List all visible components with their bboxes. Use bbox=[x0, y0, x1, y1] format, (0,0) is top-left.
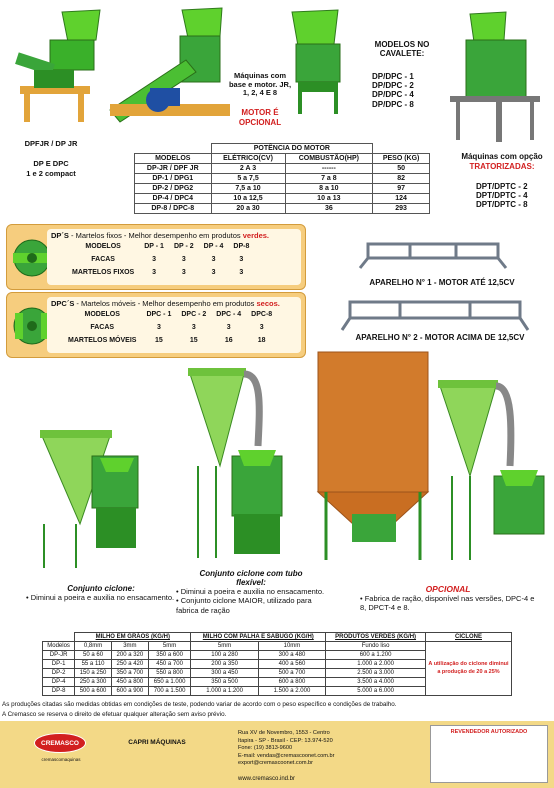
prod-cell: 1.500 a 2.000 bbox=[258, 687, 325, 696]
panel-fixed-title-em: verdes. bbox=[242, 231, 270, 240]
motor-note-1: MOTOR É bbox=[241, 108, 279, 117]
tratorizadas-list bbox=[476, 182, 548, 210]
tratorizadas-line2: TRATORIZADAS: bbox=[469, 162, 535, 171]
prod-subheader: 10mm bbox=[258, 642, 325, 651]
production-table bbox=[42, 632, 512, 696]
address-line[interactable]: E-mail: vendas@cremascoonet.com.br bbox=[238, 752, 335, 759]
dpfjr-label: DPFJR / DP JR bbox=[24, 139, 78, 148]
prod-cell: 1.000 a 1.200 bbox=[191, 687, 258, 696]
prod-cell: 600 a 800 bbox=[258, 678, 325, 687]
panel-cell: MARTELOS FIXOS bbox=[72, 269, 135, 276]
spec-cell: ------ bbox=[285, 164, 373, 174]
disclaimer-1: As produções citadas são medidas obtidas em condições de teste, podendo variar de acordo com o peso específico e condições de trabalho. bbox=[2, 701, 397, 708]
conjunto2-bullet: Conjunto ciclone MAIOR, utilizado para fabrica de ração bbox=[176, 596, 312, 615]
spec-cell: 2 A 3 bbox=[211, 164, 285, 174]
prod-cell: 350 a 500 bbox=[191, 678, 258, 687]
revendedor-label: REVENDEDOR AUTORIZADO bbox=[450, 729, 528, 735]
panel-fixed-title-bold: DP´S bbox=[51, 231, 69, 240]
prod-cell: 1.000 a 2.000 bbox=[326, 660, 426, 669]
address-line: Fone: (19) 3813-9600 bbox=[238, 745, 293, 752]
prod-cell: 350 a 700 bbox=[111, 669, 148, 678]
prod-cell: 600 a 900 bbox=[111, 687, 148, 696]
prod-group-header: MILHO COM PALHA E SABUGO (KG/H) bbox=[191, 633, 326, 642]
prod-subheader: 3mm bbox=[111, 642, 148, 651]
opcional-title: OPCIONAL bbox=[425, 584, 471, 594]
spec-table bbox=[134, 143, 430, 214]
prod-cell: DP-2 bbox=[43, 669, 75, 678]
opcional-block bbox=[360, 584, 536, 613]
prod-cell: 400 a 560 bbox=[258, 660, 325, 669]
cavalete-machine-image bbox=[292, 10, 340, 114]
dpfjr-machine-image bbox=[15, 10, 100, 122]
cavalete-list bbox=[372, 72, 436, 109]
panel-cell: FACAS bbox=[90, 324, 115, 331]
prod-cell: 250 a 420 bbox=[111, 660, 148, 669]
spec-cell: 8 a 10 bbox=[285, 184, 373, 194]
spec-cell: DP-2 / DPG2 bbox=[135, 184, 212, 194]
revendedor-box bbox=[430, 725, 548, 783]
spec-cell: 124 bbox=[373, 194, 430, 204]
address-line[interactable]: export@cremascoonet.com.br bbox=[238, 760, 314, 767]
tratorizada-model: DPT/DPTC - 8 bbox=[476, 200, 528, 210]
prod-group-header: CICLONE bbox=[426, 633, 512, 642]
table-row bbox=[135, 164, 430, 174]
panel-header: DPC - 2 bbox=[181, 311, 207, 318]
conjunto2-title-2: flexível: bbox=[236, 578, 266, 587]
panel-cell: 3 bbox=[226, 324, 231, 331]
panel-cell: 15 bbox=[155, 337, 163, 344]
panel-cell: 3 bbox=[239, 256, 244, 263]
prod-subheader: 5mm bbox=[191, 642, 258, 651]
prod-cell: 55 a 110 bbox=[75, 660, 112, 669]
prod-cell: 300 a 450 bbox=[191, 669, 258, 678]
address-line: Rua XV de Novembro, 1553 - Centro bbox=[238, 730, 330, 736]
table-row bbox=[135, 204, 430, 214]
prod-subheader: 0,8mm bbox=[75, 642, 112, 651]
motor-note-2: OPCIONAL bbox=[238, 118, 282, 127]
ciclone-note: A utilização do ciclone diminui a produção de 20 a 25% bbox=[426, 642, 512, 696]
list-item: • Diminui a poeira e auxilia no ensacamento. bbox=[26, 593, 175, 602]
panel-cell: 3 bbox=[181, 269, 186, 276]
panel-cell: MARTELOS MÓVEIS bbox=[68, 337, 137, 344]
panel-cell: FACAS bbox=[91, 256, 115, 263]
table-row bbox=[67, 266, 254, 279]
list-item: • Diminui a poeira e auxilia no ensacamento. bbox=[176, 587, 325, 596]
list-item: • Conjunto ciclone MAIOR, utilizado para fabrica de ração bbox=[176, 596, 312, 615]
panel-martelos-fixos bbox=[6, 224, 306, 290]
prod-cell: 200 a 320 bbox=[111, 651, 148, 660]
prod-cell: 350 a 600 bbox=[148, 651, 191, 660]
spec-header: ELÉTRICO(CV) bbox=[211, 154, 285, 164]
prod-cell: 50 a 60 bbox=[75, 651, 112, 660]
maquinas-caption: Máquinas com base e motor. JR, 1, 2, 4 E 8 bbox=[228, 71, 292, 98]
prod-cell: DP-1 bbox=[43, 660, 75, 669]
spec-group-header: POTÊNCIA DO MOTOR bbox=[211, 144, 373, 154]
tratorizada-machine-image bbox=[450, 12, 540, 142]
prod-cell: 600 a 1.200 bbox=[326, 651, 426, 660]
spec-cell: DP-JR / DPF JR bbox=[135, 164, 212, 174]
disclaimer-2: A Cremasco se reserva o direito de efetuar qualquer alteração sem aviso prévio. bbox=[2, 711, 227, 718]
spec-cell: 7,5 a 10 bbox=[211, 184, 285, 194]
panel-cell: 3 bbox=[211, 269, 216, 276]
panel-fixed-title-rest: - Martelos fixos - Melhor desempenho em produtos bbox=[68, 231, 243, 240]
panel-header: DP-8 bbox=[233, 243, 250, 250]
table-row bbox=[135, 184, 430, 194]
panel-header: MODELOS bbox=[84, 311, 120, 318]
conjunto2-block bbox=[176, 569, 326, 615]
cavalete-model: DP/DPC - 2 bbox=[372, 81, 414, 91]
table-row bbox=[67, 253, 254, 266]
conjunto1-bullet: Diminui a poeira e auxilia no ensacamento. bbox=[30, 593, 175, 602]
prod-cell: 300 a 480 bbox=[258, 651, 325, 660]
middle-illustrations bbox=[0, 346, 554, 576]
opcional-bullet: Fabrica de ração, disponível nas versões, DPC-4 e 8, DPCT-4 e 8. bbox=[360, 594, 535, 613]
tratorizadas-line1: Máquinas com opção bbox=[461, 152, 543, 161]
panel-header: DP - 4 bbox=[203, 243, 224, 250]
conjunto1-title: Conjunto ciclone: bbox=[67, 584, 135, 593]
panel-cell: 3 bbox=[211, 256, 216, 263]
prod-group-header: MILHO EM GRÃOS (KG/H) bbox=[75, 633, 191, 642]
prod-cell: 700 a 1.500 bbox=[148, 687, 191, 696]
prod-cell: 250 a 300 bbox=[75, 678, 112, 687]
prod-cell: 500 a 700 bbox=[258, 669, 325, 678]
prod-cell: 100 a 280 bbox=[191, 651, 258, 660]
prod-cell: 450 a 700 bbox=[148, 660, 191, 669]
panel-cell: 16 bbox=[224, 337, 233, 344]
cavalete-title: MODELOS NO CAVALETE: bbox=[374, 40, 430, 59]
aparelho1-label: APARELHO N° 1 - MOTOR ATÉ 12,5CV bbox=[369, 278, 515, 287]
spec-cell: 10 a 13 bbox=[285, 194, 373, 204]
dpe-label: DP E DPC bbox=[33, 159, 69, 168]
spec-cell: 36 bbox=[285, 204, 373, 214]
panel-moveis-title-em: secos. bbox=[256, 299, 280, 308]
prod-cell: 2.500 a 3.000 bbox=[326, 669, 426, 678]
conjunto1-block bbox=[26, 584, 176, 602]
list-item: • Fabrica de ração, disponível nas versões, DPC-4 e 8, DPCT-4 e 8. bbox=[360, 594, 535, 613]
prod-subheader: Fundo liso bbox=[326, 642, 426, 651]
footer bbox=[0, 721, 554, 788]
prod-cell: 5.000 a 6.000 bbox=[326, 687, 426, 696]
ciclone-tube-image bbox=[188, 368, 282, 558]
prod-cell: 550 a 800 bbox=[148, 669, 191, 678]
spec-cell: 50 bbox=[373, 164, 430, 174]
fabrica-racao-image bbox=[318, 352, 428, 560]
cremasco-logo: CREMASCO bbox=[34, 733, 86, 753]
panel-cell: 3 bbox=[156, 324, 161, 331]
prod-group-header: PRODUTOS VERDES (KG/H) bbox=[326, 633, 426, 642]
panel-header: MODELOS bbox=[85, 243, 121, 250]
cremasco-logo-url: cremascomaquinas bbox=[41, 757, 81, 762]
cavalete-model: DP/DPC - 1 bbox=[372, 72, 414, 81]
panel-cell: 3 bbox=[191, 324, 196, 331]
panel-moveis-title-bold: DPC´S bbox=[51, 299, 75, 308]
ciclone-small-image bbox=[40, 430, 138, 568]
table-row bbox=[63, 321, 277, 334]
panel-header: DPC-8 bbox=[251, 311, 273, 318]
prod-cell: 200 a 350 bbox=[191, 660, 258, 669]
prod-subheader: 5mm bbox=[148, 642, 191, 651]
panel-cell: 3 bbox=[259, 324, 264, 331]
prod-cell: 650 a 1.000 bbox=[148, 678, 191, 687]
panel-cell: 3 bbox=[239, 269, 244, 276]
panel-header: DPC - 4 bbox=[216, 311, 242, 318]
panel-cell: 15 bbox=[189, 337, 198, 344]
panel-cell: 18 bbox=[257, 337, 266, 344]
spec-cell: 82 bbox=[373, 174, 430, 184]
table-row bbox=[135, 174, 430, 184]
footer-website[interactable]: www.cremasco.ind.br bbox=[238, 776, 296, 782]
compact-label: 1 e 2 compact bbox=[26, 169, 76, 178]
spec-cell: 293 bbox=[373, 204, 430, 214]
spec-cell: 10 a 12,5 bbox=[211, 194, 285, 204]
prod-cell: 500 a 600 bbox=[75, 687, 112, 696]
conjunto2-title-1: Conjunto ciclone com tubo bbox=[199, 569, 303, 578]
spec-header: PESO (KG) bbox=[373, 154, 430, 164]
panel-moveis-table bbox=[63, 308, 277, 347]
spec-cell: 7 a 8 bbox=[285, 174, 373, 184]
table-row bbox=[135, 194, 430, 204]
prod-cell: 450 a 800 bbox=[111, 678, 148, 687]
panel-cell: 3 bbox=[152, 269, 157, 276]
spec-header: COMBUSTÃO(HP) bbox=[285, 154, 373, 164]
prod-cell: 3.500 a 4.000 bbox=[326, 678, 426, 687]
panel-fixed-title bbox=[51, 231, 269, 240]
prod-cell: 150 a 250 bbox=[75, 669, 112, 678]
panel-header: DPC - 1 bbox=[146, 311, 172, 318]
prod-cell: DP-4 bbox=[43, 678, 75, 687]
aparelho2-label: APARELHO N° 2 - MOTOR ACIMA DE 12,5CV bbox=[355, 333, 525, 342]
spec-header: MODELOS bbox=[135, 154, 212, 164]
address-line: Itapira - SP - Brasil - CEP: 13.974-520 bbox=[238, 737, 333, 744]
cavalete-model: DP/DPC - 4 bbox=[372, 90, 414, 100]
panel-moveis-title-rest: - Martelos móveis - Melhor desempenho em produtos bbox=[74, 299, 257, 308]
spec-cell: DP-4 / DPC4 bbox=[135, 194, 212, 204]
spec-cell: 97 bbox=[373, 184, 430, 194]
tratorizada-model: DPT/DPTC - 4 bbox=[476, 191, 528, 201]
spec-cell: DP-8 / DPC-8 bbox=[135, 204, 212, 214]
panel-moveis-title bbox=[51, 299, 280, 308]
spec-cell: DP-1 / DPG1 bbox=[135, 174, 212, 184]
panel-header: DP - 2 bbox=[173, 243, 194, 250]
tratorizada-model: DPT/DPTC - 2 bbox=[476, 182, 528, 191]
panel-cell: 3 bbox=[152, 256, 157, 263]
prod-cell: DP-JR bbox=[43, 651, 75, 660]
conjunto2-bullet: Diminui a poeira e auxilia no ensacamento. bbox=[180, 587, 325, 596]
capri-logo: CAPRI MÁQUINAS bbox=[128, 739, 186, 746]
base-motor-machine-image bbox=[110, 8, 230, 122]
prod-subheader: Modelos bbox=[43, 642, 75, 651]
spec-cell: 5 a 7,5 bbox=[211, 174, 285, 184]
prod-cell: DP-8 bbox=[43, 687, 75, 696]
footer-address bbox=[238, 730, 388, 768]
panel-header: DP - 1 bbox=[144, 243, 164, 250]
cavalete-model: DP/DPC - 8 bbox=[372, 99, 414, 109]
panel-fixed-table bbox=[67, 240, 254, 279]
panel-cell: 3 bbox=[181, 256, 186, 263]
ciclone-right-image bbox=[438, 380, 544, 560]
spec-cell: 20 a 30 bbox=[211, 204, 285, 214]
